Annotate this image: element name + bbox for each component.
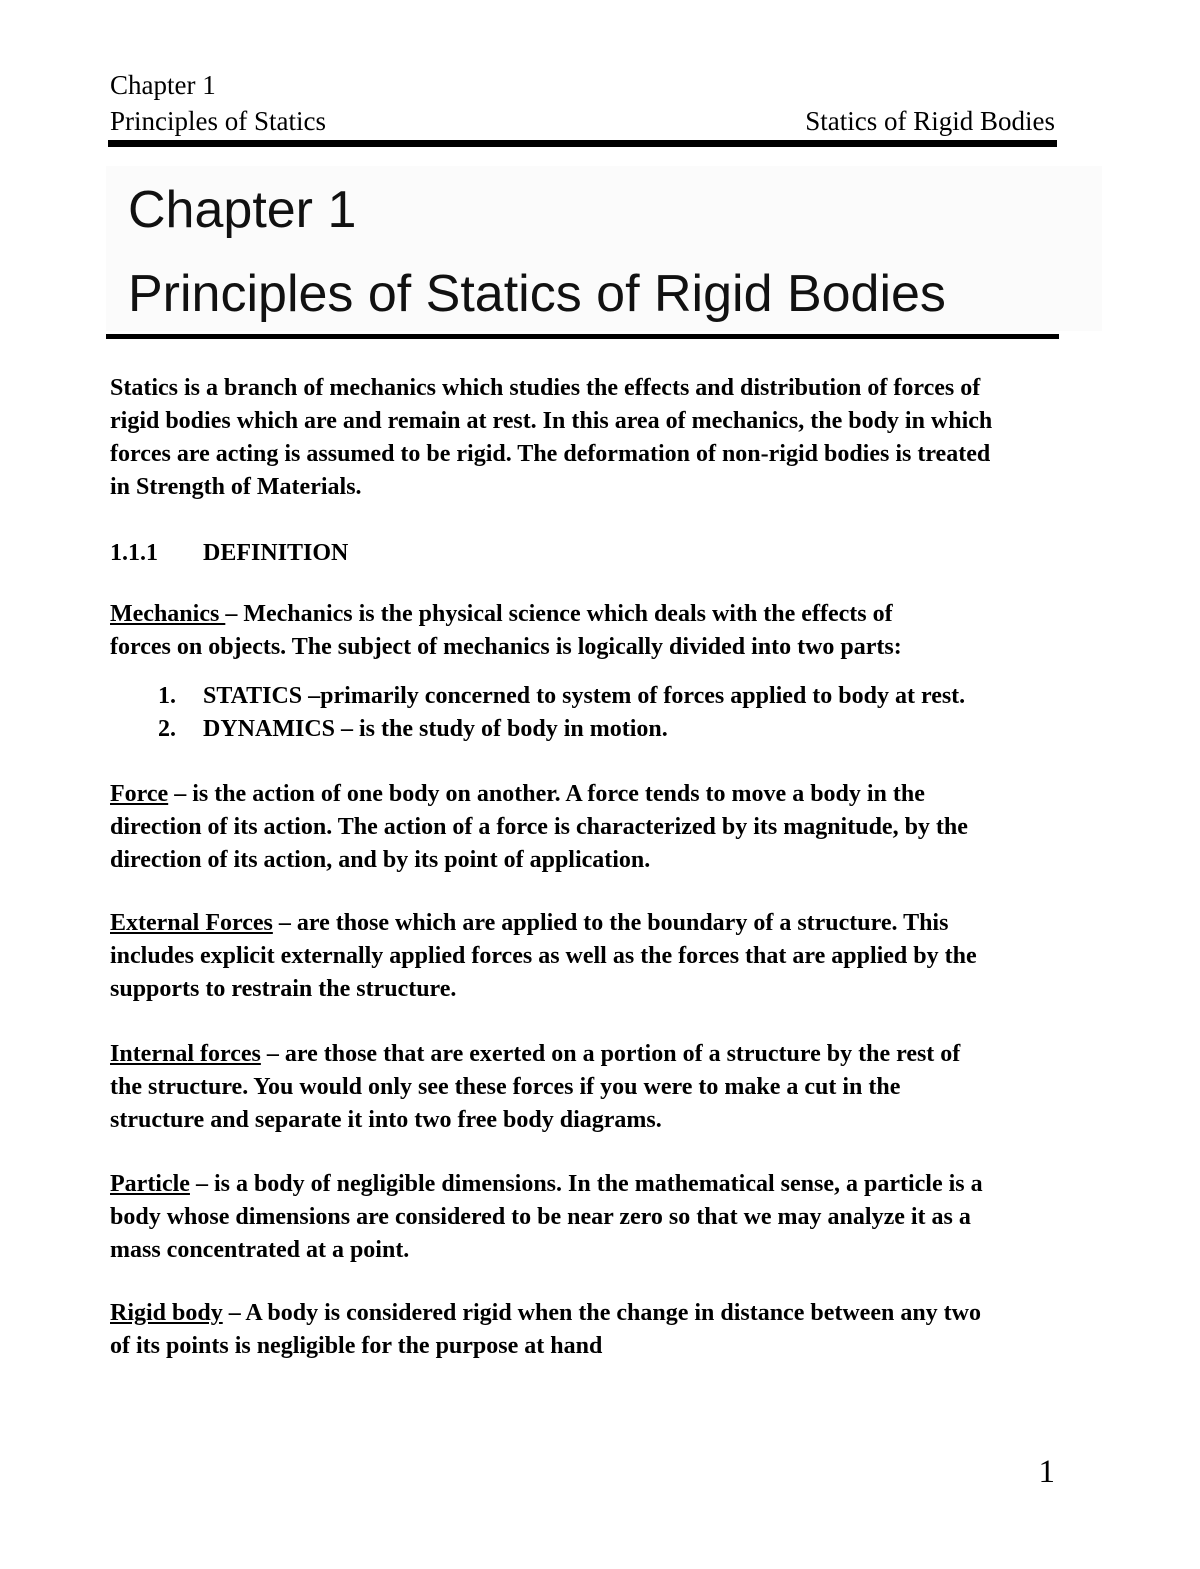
header-subtitle: Principles of Statics: [110, 106, 326, 136]
header-right-title: Statics of Rigid Bodies: [805, 106, 1055, 136]
force-line2: direction of its action. The action of a force is characterized by its magnitude, by the: [110, 814, 968, 840]
intro-line: forces are acting is assumed to be rigid. The deformation of non-rigid bodies is treated: [110, 441, 991, 467]
chapter-title-line1: Chapter 1: [128, 181, 357, 239]
section-title: DEFINITION: [203, 540, 349, 566]
mechanics-definition: – Mechanics is the physical science which deals with the effects of: [225, 601, 893, 627]
particle-term: Particle: [110, 1171, 190, 1197]
list-item-number: 1.: [158, 683, 176, 709]
particle-line2: body whose dimensions are considered to be near zero so that we may analyze it as a: [110, 1204, 971, 1230]
external-forces-term: External Forces: [110, 910, 273, 936]
header-rule: [108, 140, 1057, 147]
internal-definition: – are those that are exerted on a portion of a structure by the rest of: [260, 1041, 961, 1067]
intro-line: Statics is a branch of mechanics which studies the effects and distribution of forces of: [110, 375, 981, 401]
mechanics-line2: forces on objects. The subject of mechanics is logically divided into two parts:: [110, 634, 902, 660]
internal-line3: structure and separate it into two free body diagrams.: [110, 1107, 662, 1133]
list-item-statics: STATICS –primarily concerned to system of forces applied to body at rest.: [203, 683, 966, 709]
chapter-title-line2: Principles of Statics of Rigid Bodies: [128, 265, 946, 323]
particle-definition: – is a body of negligible dimensions. In the mathematical sense, a particle is a: [189, 1171, 983, 1197]
mechanics-term: Mechanics: [110, 601, 226, 627]
list-item-number: 2.: [158, 716, 176, 742]
force-definition: – is the action of one body on another. A force tends to move a body in the: [168, 781, 925, 807]
rigid-body-term: Rigid body: [110, 1300, 223, 1326]
header-chapter: Chapter 1: [110, 70, 216, 100]
force-line1: [110, 778, 1070, 811]
page-number: 1: [1038, 1454, 1055, 1490]
force-term: Force: [110, 781, 169, 807]
section-number: 1.1.1: [110, 540, 158, 566]
external-line2: includes explicit externally applied forces as well as the forces that are applied by the: [110, 943, 977, 969]
force-line3: direction of its action, and by its point of application.: [110, 847, 651, 873]
particle-line1: [110, 1168, 1070, 1201]
external-definition: – are those which are applied to the boundary of a structure. This: [272, 910, 949, 936]
internal-line1: [110, 1038, 1070, 1071]
internal-forces-term: Internal forces: [110, 1041, 261, 1067]
list-item-dynamics: DYNAMICS – is the study of body in motion.: [203, 716, 668, 742]
internal-line2: the structure. You would only see these forces if you were to make a cut in the: [110, 1074, 901, 1100]
rigid-line1: [110, 1297, 1070, 1330]
mechanics-line1: [110, 598, 1070, 631]
rigid-definition: – A body is considered rigid when the change in distance between any two: [222, 1300, 982, 1326]
particle-line3: mass concentrated at a point.: [110, 1237, 410, 1263]
external-line3: supports to restrain the structure.: [110, 976, 457, 1002]
intro-line: in Strength of Materials.: [110, 474, 362, 500]
rigid-line2: of its points is negligible for the purpose at hand: [110, 1333, 603, 1359]
external-line1: [110, 907, 1070, 940]
title-rule: [106, 334, 1059, 339]
intro-line: rigid bodies which are and remain at rest. In this area of mechanics, the body in which: [110, 408, 993, 434]
